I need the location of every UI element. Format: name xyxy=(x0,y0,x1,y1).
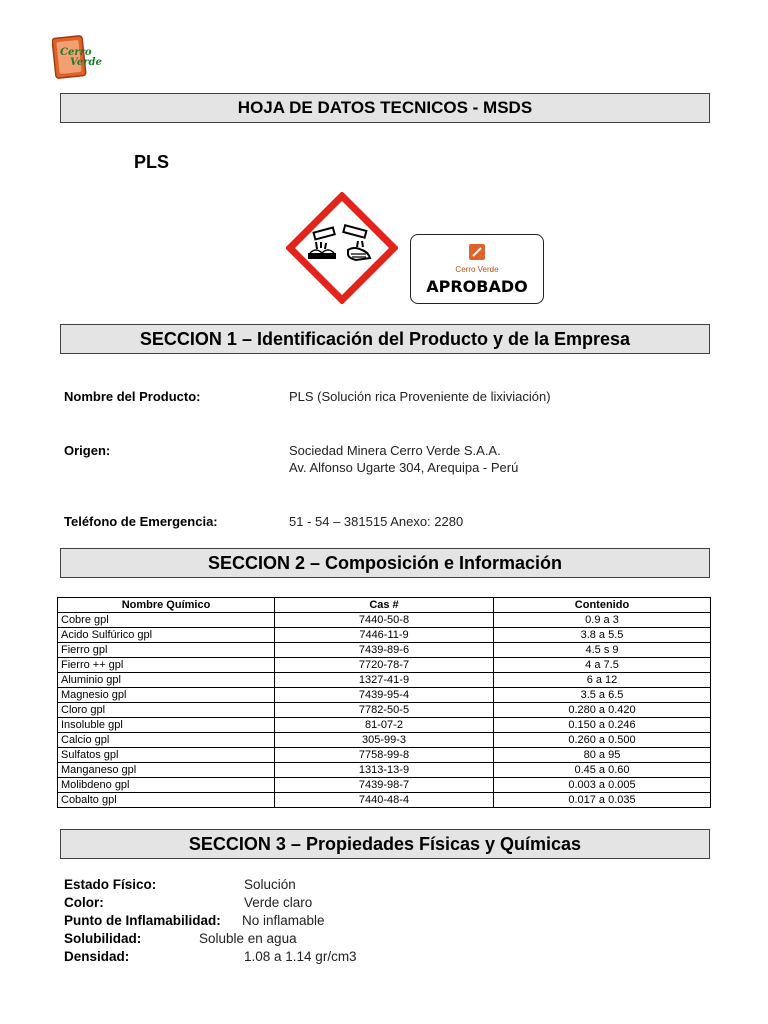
product-code: PLS xyxy=(134,152,170,172)
property-label: Color: xyxy=(64,895,104,910)
cell-content: 0.45 a 0.60 xyxy=(494,763,711,778)
cell-cas-number: 7439-89-6 xyxy=(275,643,494,658)
stamp-approved-label: APROBADO xyxy=(426,277,528,296)
cell-cas-number: 305-99-3 xyxy=(275,733,494,748)
table-header-row xyxy=(58,598,711,613)
cell-content: 3.5 a 6.5 xyxy=(494,688,711,703)
property-row-density xyxy=(64,948,357,966)
column-header-content: Contenido xyxy=(494,598,711,613)
table-row xyxy=(58,613,711,628)
cell-cas-number: 7446-11-9 xyxy=(275,628,494,643)
cell-content: 0.260 a 0.500 xyxy=(494,733,711,748)
property-value: No inflamable xyxy=(242,913,325,928)
cell-content: 0.9 a 3 xyxy=(494,613,711,628)
svg-text:Cerro: Cerro xyxy=(60,47,92,58)
stamp-company: Cerro Verde xyxy=(455,265,499,274)
table-row xyxy=(58,778,711,793)
cell-cas-number: 7440-48-4 xyxy=(275,793,494,808)
cell-cas-number: 7440-50-8 xyxy=(275,613,494,628)
corrosive-pictogram-icon xyxy=(286,192,398,304)
cell-chemical-name: Fierro gpl xyxy=(58,643,275,658)
field-label-origin: Origen: xyxy=(64,443,111,458)
field-label-product-name: Nombre del Producto: xyxy=(64,389,201,404)
cell-content: 0.150 a 0.246 xyxy=(494,718,711,733)
cell-content: 80 a 95 xyxy=(494,748,711,763)
cell-chemical-name: Cobre gpl xyxy=(58,613,275,628)
cell-cas-number: 7782-50-5 xyxy=(275,703,494,718)
property-value: Verde claro xyxy=(244,895,313,910)
table-row xyxy=(58,658,711,673)
cell-chemical-name: Manganeso gpl xyxy=(58,763,275,778)
svg-text:Verde: Verde xyxy=(70,57,102,68)
cell-chemical-name: Fierro ++ gpl xyxy=(58,658,275,673)
table-row xyxy=(58,718,711,733)
cell-chemical-name: Insoluble gpl xyxy=(58,718,275,733)
cell-content: 0.003 a 0.005 xyxy=(494,778,711,793)
section1-title: SECCION 1 – Identificación del Producto y de la Empresa xyxy=(60,324,710,354)
table-row xyxy=(58,643,711,658)
table-row xyxy=(58,733,711,748)
cell-chemical-name: Cloro gpl xyxy=(58,703,275,718)
property-row-color xyxy=(64,894,313,912)
column-header-chemical-name: Nombre Químico xyxy=(58,598,275,613)
column-header-cas: Cas # xyxy=(275,598,494,613)
table-row xyxy=(58,748,711,763)
cell-chemical-name: Sulfatos gpl xyxy=(58,748,275,763)
table-row xyxy=(58,793,711,808)
property-label: Solubilidad: xyxy=(64,931,142,946)
origin-line-1: Sociedad Minera Cerro Verde S.A.A. xyxy=(289,443,501,458)
emergency-phone-line: 51 - 54 – 381515 Anexo: 2280 xyxy=(289,514,464,529)
cell-chemical-name: Acido Sulfúrico gpl xyxy=(58,628,275,643)
cell-cas-number: 81-07-2 xyxy=(275,718,494,733)
property-row-physical-state xyxy=(64,876,296,894)
cell-content: 0.280 a 0.420 xyxy=(494,703,711,718)
property-label: Estado Físico: xyxy=(64,877,157,892)
cerro-verde-logo xyxy=(52,34,110,80)
cell-content: 0.017 a 0.035 xyxy=(494,793,711,808)
cell-chemical-name: Molibdeno gpl xyxy=(58,778,275,793)
product-name-line: PLS (Solución rica Proveniente de lixiviación) xyxy=(289,389,551,404)
cerro-verde-mark-icon xyxy=(468,243,486,261)
table-row xyxy=(58,763,711,778)
cell-cas-number: 7439-95-4 xyxy=(275,688,494,703)
cell-cas-number: 7720-78-7 xyxy=(275,658,494,673)
cell-chemical-name: Magnesio gpl xyxy=(58,688,275,703)
property-value: Solución xyxy=(244,877,296,892)
section2-title: SECCION 2 – Composición e Información xyxy=(60,548,710,578)
cell-cas-number: 7439-98-7 xyxy=(275,778,494,793)
cell-cas-number: 7758-99-8 xyxy=(275,748,494,763)
property-label: Punto de Inflamabilidad: xyxy=(64,913,221,928)
property-label: Densidad: xyxy=(64,949,130,964)
property-row-solubility xyxy=(64,930,297,948)
property-value: 1.08 a 1.14 gr/cm3 xyxy=(244,949,357,964)
cell-chemical-name: Cobalto gpl xyxy=(58,793,275,808)
field-value-origin xyxy=(289,442,518,476)
table-row xyxy=(58,703,711,718)
cell-cas-number: 1313-13-9 xyxy=(275,763,494,778)
field-label-emergency-phone: Teléfono de Emergencia: xyxy=(64,514,218,529)
table-row xyxy=(58,628,711,643)
table-row xyxy=(58,673,711,688)
cell-content: 4.5 s 9 xyxy=(494,643,711,658)
field-value-emergency-phone xyxy=(289,513,463,530)
cell-content: 4 a 7.5 xyxy=(494,658,711,673)
document-title: HOJA DE DATOS TECNICOS - MSDS xyxy=(60,93,710,123)
origin-line-2: Av. Alfonso Ugarte 304, Arequipa - Perú xyxy=(289,460,519,475)
property-row-flash-point xyxy=(64,912,325,930)
approval-stamp xyxy=(410,234,544,304)
cell-cas-number: 1327-41-9 xyxy=(275,673,494,688)
properties-list xyxy=(64,876,357,966)
property-value: Soluble en agua xyxy=(199,931,297,946)
cell-chemical-name: Aluminio gpl xyxy=(58,673,275,688)
field-value-product-name xyxy=(289,388,551,405)
cell-content: 3.8 a 5.5 xyxy=(494,628,711,643)
cell-content: 6 a 12 xyxy=(494,673,711,688)
cell-chemical-name: Calcio gpl xyxy=(58,733,275,748)
composition-table xyxy=(57,597,711,808)
table-row xyxy=(58,688,711,703)
section3-title: SECCION 3 – Propiedades Físicas y Químicas xyxy=(60,829,710,859)
